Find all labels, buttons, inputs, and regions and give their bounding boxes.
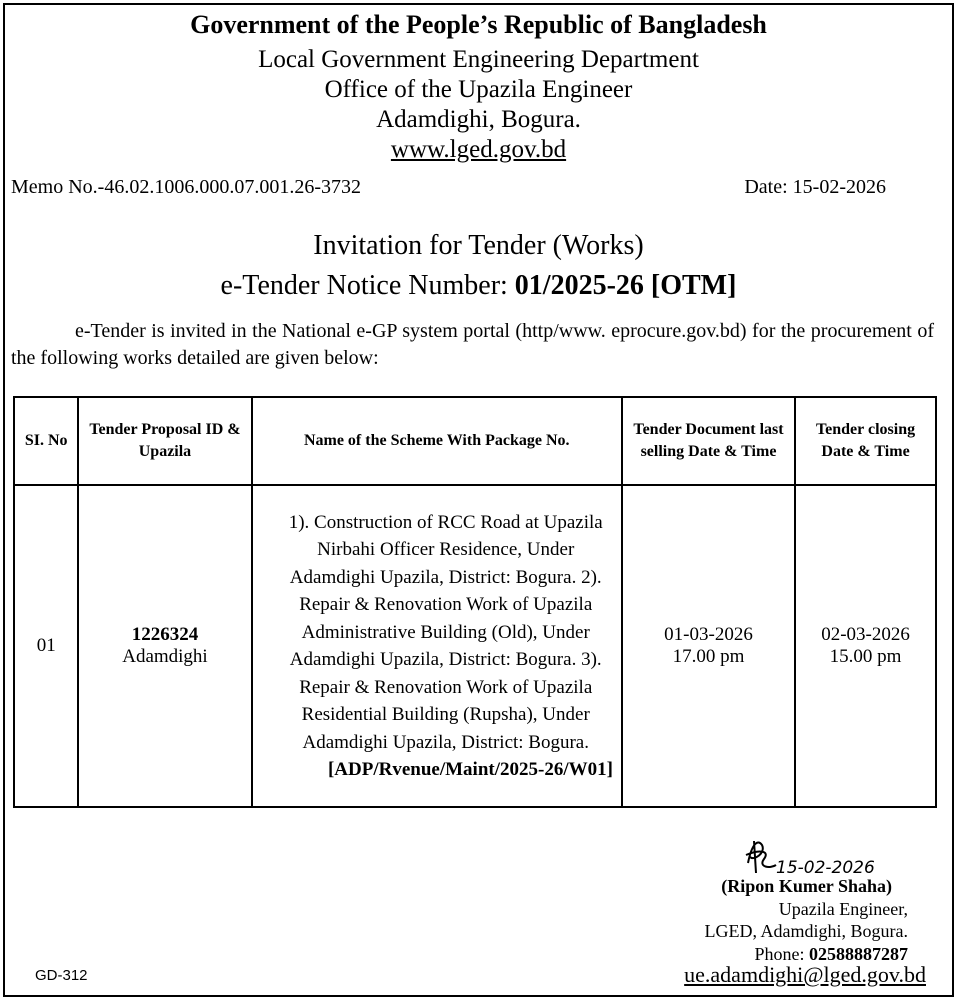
signatory-org: LGED, Adamdighi, Bogura. (704, 921, 908, 941)
header-scheme-name: Name of the Scheme With Package No. (252, 397, 622, 485)
signatory-name: (Ripon Kumer Shaha) (721, 876, 892, 896)
header-selling-date: Tender Document last selling Date & Time (622, 397, 795, 485)
cell-closing-datetime (795, 485, 936, 807)
package-number: [ADP/Rvenue/Maint/2025-26/W01] (327, 759, 613, 780)
cell-sl-no: 01 (14, 485, 78, 807)
email-link[interactable]: ue.adamdighi@lged.gov.bd (684, 962, 926, 987)
header-proposal-id: Tender Proposal ID & Upazila (78, 397, 251, 485)
intro-text: e-Tender is invited in the National e-GP system portal (http/www. eprocure.gov.bd) for the procurement of the following works detailed are given below: (11, 320, 934, 369)
closing-date: 02-03-2026 (821, 624, 910, 645)
memo-date: Date: 15-02-2026 (744, 176, 886, 198)
signature-date: 15-02-2026 (776, 858, 875, 878)
notice-number: 01/2025-26 [OTM] (514, 270, 737, 301)
memo-number: Memo No.-46.02.1006.000.07.001.26-3732 (11, 176, 361, 198)
intro-paragraph (11, 318, 934, 372)
proposal-id: 1226324 (131, 624, 199, 645)
government-heading: Government of the People’s Republic of Bangladesh (190, 10, 767, 39)
scheme-description: 1). Construction of RCC Road at Upazila Nirbahi Officer Residence, Under Adamdighi Upazila, District: Bogura. 2). Repair & Renovation Work of Upazila Administrative Building (Old), Under Adamdighi Upazila, District: Bogura. 3). Repair & Renovation Work of Upazila Residential Building (Rupsha), Under Adamdighi Upazila, District: Bogura. (288, 511, 603, 753)
office-name: Office of the Upazila Engineer (324, 76, 633, 103)
cell-selling-datetime (622, 485, 795, 807)
table-row (14, 485, 936, 807)
selling-time: 17.00 pm (672, 646, 745, 667)
table-header-row (14, 397, 936, 485)
footer-code: GD-312 (35, 967, 88, 984)
phone-label: Phone: (754, 943, 809, 964)
notice-title: Invitation for Tender (Works) (313, 230, 644, 261)
selling-date: 01-03-2026 (664, 624, 753, 645)
upazila-name: Adamdighi (122, 646, 208, 667)
office-address: Adamdighi, Bogura. (376, 106, 581, 133)
header-sl-no: SI. No (14, 397, 78, 485)
website-link[interactable]: www.lged.gov.bd (390, 136, 567, 163)
notice-number-label: e-Tender Notice Number: (220, 270, 515, 301)
signature-block (705, 875, 908, 965)
document-page (3, 3, 954, 997)
notice-number-line (5, 270, 952, 302)
closing-time: 15.00 pm (829, 646, 902, 667)
header-closing-date: Tender closing Date & Time (795, 397, 936, 485)
phone-number: 02588887287 (809, 943, 908, 964)
cell-proposal-id (78, 485, 251, 807)
signatory-designation: Upazila Engineer, (778, 898, 908, 919)
department-name: Local Government Engineering Department (258, 46, 699, 73)
cell-scheme (252, 485, 622, 807)
tender-table (13, 396, 937, 808)
